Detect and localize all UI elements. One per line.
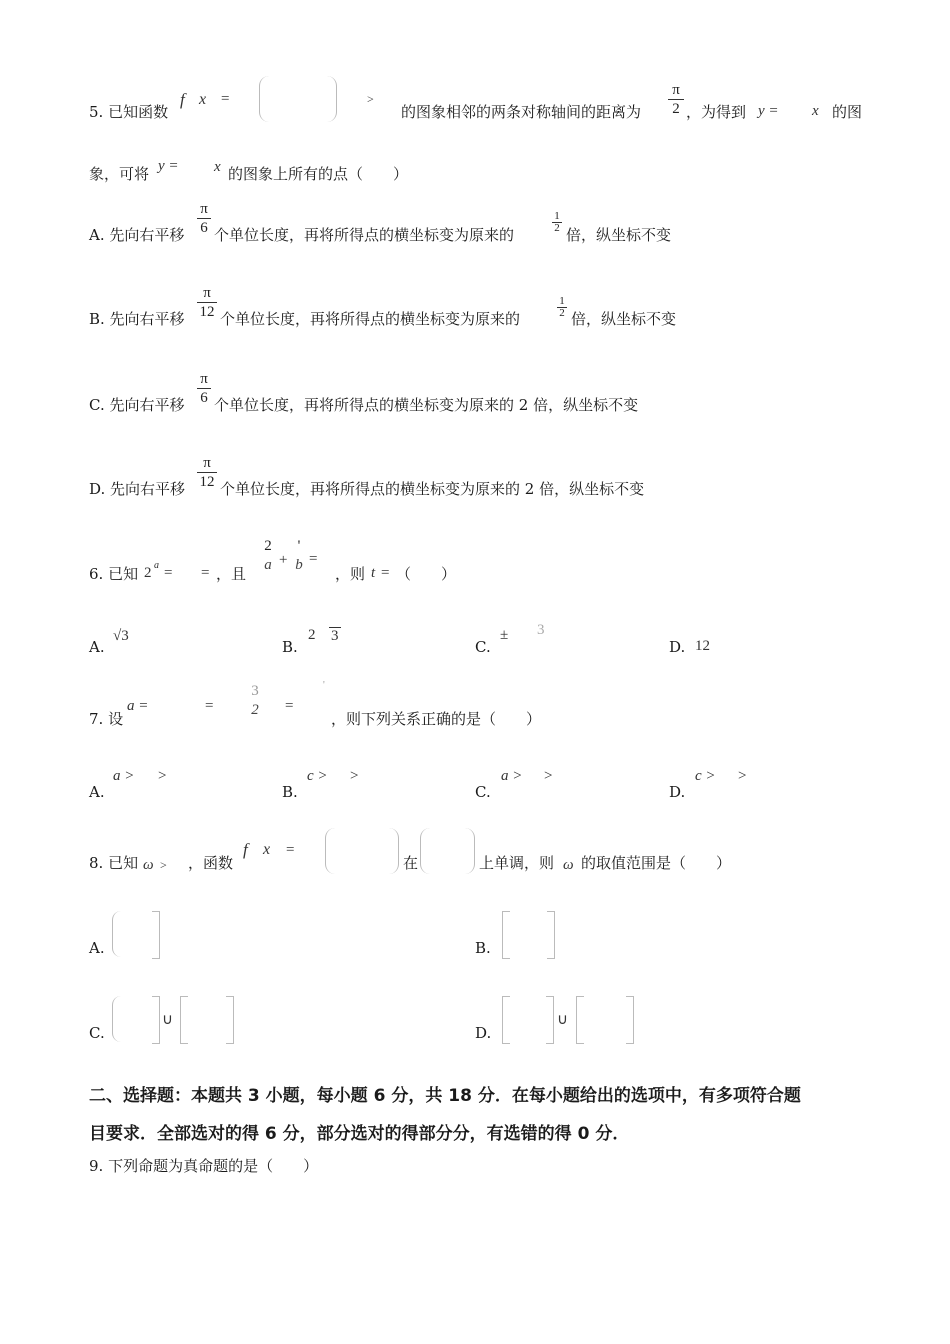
- q8-option-c-union: ∪: [162, 1012, 173, 1028]
- q5-x-symbol-2: x: [812, 103, 819, 119]
- q8-gt: >: [160, 858, 167, 872]
- q5-option-a-tail: 倍，纵坐标不变: [566, 226, 672, 244]
- q7-option-b-gt: >: [350, 768, 359, 784]
- q5-option-b-text: 个单位长度，再将所得点的横坐标变为原来的: [220, 310, 521, 328]
- q6-option-d-label: D.: [669, 638, 686, 656]
- q5-y-eq-2: y =: [158, 158, 179, 174]
- q7-option-b-expr: c >: [307, 768, 328, 784]
- q6-option-d-value: 12: [695, 638, 710, 654]
- q8-option-c-close-2: [226, 996, 234, 1044]
- question-9: 9. 下列命题为真命题的是（ ）: [89, 1157, 319, 1175]
- q7-suffix: ，则下列关系正确的是（ ）: [331, 710, 542, 728]
- q8-option-d-union: ∪: [557, 1012, 568, 1028]
- q5-comma-text: ，为得到: [686, 103, 747, 121]
- q7-option-d-expr: c >: [695, 768, 716, 784]
- section-2-line-1: 二、选择题：本题共 3 小题，每小题 6 分，共 18 分．在每小题给出的选项中，有多项符合题: [89, 1086, 801, 1106]
- q5-greater: >: [367, 92, 374, 106]
- q5-y-eq: y =: [758, 103, 779, 119]
- q6-base: 2: [144, 565, 152, 581]
- q6-exp: a: [154, 560, 159, 571]
- q7-option-d-label: D.: [669, 783, 686, 801]
- q5-option-b-half: 1 2: [557, 296, 567, 319]
- q6-eq-1: =: [164, 565, 173, 581]
- q7-fraction: 3 2: [251, 683, 259, 718]
- q5-option-b-tail: 倍，纵坐标不变: [571, 310, 677, 328]
- q8-mid: ，函数: [188, 854, 234, 872]
- q6-fraction-2: ' b: [295, 538, 303, 573]
- q5-fraction: π 2: [668, 82, 684, 118]
- q8-option-d-label: D.: [475, 1024, 492, 1042]
- q5-line2-suffix: 的图象上所有的点（ ）: [228, 165, 409, 183]
- q6-paren: （ ）: [396, 565, 457, 583]
- q8-option-d-open-2: [576, 996, 584, 1044]
- q8-prefix: 8. 已知: [89, 854, 139, 872]
- q8-option-c-label: C.: [89, 1024, 105, 1042]
- q6-prefix: 6. 已知: [89, 565, 139, 583]
- q7-option-b-label: B.: [282, 783, 298, 801]
- section-2-line-2: 目要求．全部选对的得 6 分，部分选对的得部分分，有选错的得 0 分．: [89, 1124, 630, 1144]
- q7-a-eq: a =: [127, 698, 149, 714]
- q5-x-symbol: x: [199, 91, 207, 108]
- q5-option-a-fraction: π 6: [197, 201, 211, 237]
- q5-option-b-label: B. 先向右平移: [89, 310, 185, 328]
- q8-suffix: 上单调，则: [479, 854, 555, 872]
- q5-option-a-label: A. 先向右平移: [89, 226, 185, 244]
- q8-f-symbol: f: [243, 840, 248, 859]
- q5-option-a-half: 1 2: [552, 211, 562, 234]
- q5-option-b-fraction: π 12: [197, 285, 217, 321]
- q8-option-d-close-2: [626, 996, 634, 1044]
- q5-line2-prefix: 象，可将: [89, 165, 150, 183]
- q6-option-c-label: C.: [475, 638, 491, 656]
- q5-f-symbol: f: [180, 90, 185, 109]
- q6-option-a-value: √3: [113, 628, 129, 644]
- q7-option-a-label: A.: [89, 783, 105, 801]
- q6-option-a-label: A.: [89, 638, 105, 656]
- q6-eq-4: =: [381, 565, 390, 581]
- q7-option-c-gt: >: [544, 768, 553, 784]
- q6-option-b-value-2: 3: [331, 628, 339, 644]
- q7-eq-3: =: [285, 698, 294, 714]
- q6-option-c-value-2: 3: [537, 622, 545, 638]
- q7-option-c-label: C.: [475, 783, 491, 801]
- q8-equals: =: [286, 842, 295, 858]
- q8-x-symbol: x: [263, 841, 271, 858]
- q6-plus: +: [279, 552, 288, 568]
- q5-option-c-label: C. 先向右平移: [89, 396, 185, 414]
- q8-end: 的取值范围是（ ）: [581, 854, 732, 872]
- q5-option-d-text: 个单位长度，再将所得点的横坐标变为原来的 2 倍，纵坐标不变: [220, 480, 645, 498]
- q7-prefix: 7. 设: [89, 710, 124, 728]
- q8-option-a-close: [152, 911, 160, 959]
- q6-fraction-1: 2 a: [264, 538, 272, 573]
- q5-prefix: 5. 已知函数: [89, 103, 169, 121]
- q8-option-b-label: B.: [475, 939, 491, 957]
- q8-option-a-label: A.: [89, 939, 105, 957]
- q8-interval-left: [420, 828, 431, 874]
- q5-x-symbol-3: x: [214, 159, 221, 175]
- q7-option-d-gt: >: [738, 768, 747, 784]
- q5-end-text: 的图: [832, 103, 863, 121]
- q8-left-paren: [325, 828, 336, 874]
- q6-option-b-value: 2: [308, 627, 316, 643]
- q5-option-d-label: D. 先向右平移: [89, 480, 186, 498]
- q8-option-c-close-1: [152, 996, 160, 1044]
- q6-option-c-value: ±: [500, 627, 509, 643]
- q8-option-a-open: [112, 911, 121, 957]
- q7-eq-2: =: [205, 698, 214, 714]
- q7-tick: ': [323, 680, 325, 691]
- q8-omega-2: ω: [563, 857, 574, 873]
- q5-option-d-fraction: π 12: [197, 455, 217, 491]
- q5-right-paren: [326, 76, 337, 122]
- q7-option-a-gt: >: [158, 768, 167, 784]
- q8-option-c-open-1: [112, 996, 121, 1042]
- q6-eq-2: =: [201, 565, 210, 581]
- q8-right-paren: [388, 828, 399, 874]
- q6-option-b-label: B.: [282, 638, 298, 656]
- q5-option-c-fraction: π 6: [197, 371, 211, 407]
- q5-option-a-text: 个单位长度，再将所得点的横坐标变为原来的: [214, 226, 515, 244]
- q8-option-c-open-2: [180, 996, 188, 1044]
- q6-suffix-text: ，则: [335, 565, 366, 583]
- q5-equals: =: [221, 91, 230, 107]
- q8-omega: ω: [143, 857, 154, 873]
- q5-left-paren: [259, 76, 270, 122]
- q6-eq-3: =: [309, 551, 318, 567]
- q7-option-c-expr: a >: [501, 768, 523, 784]
- q8-option-d-close-1: [546, 996, 554, 1044]
- q8-option-d-open-1: [502, 996, 510, 1044]
- q6-and-text: ，且: [216, 565, 247, 583]
- q7-option-a-expr: a >: [113, 768, 135, 784]
- q5-mid-text: 的图象相邻的两条对称轴间的距离为: [401, 103, 642, 121]
- q8-option-b-open: [502, 911, 510, 959]
- q8-interval-right: [464, 828, 475, 874]
- q5-option-c-text: 个单位长度，再将所得点的横坐标变为原来的 2 倍，纵坐标不变: [214, 396, 639, 414]
- q8-in-text: 在: [403, 854, 419, 872]
- q8-option-b-close: [547, 911, 555, 959]
- q6-t-symbol: t: [371, 565, 376, 581]
